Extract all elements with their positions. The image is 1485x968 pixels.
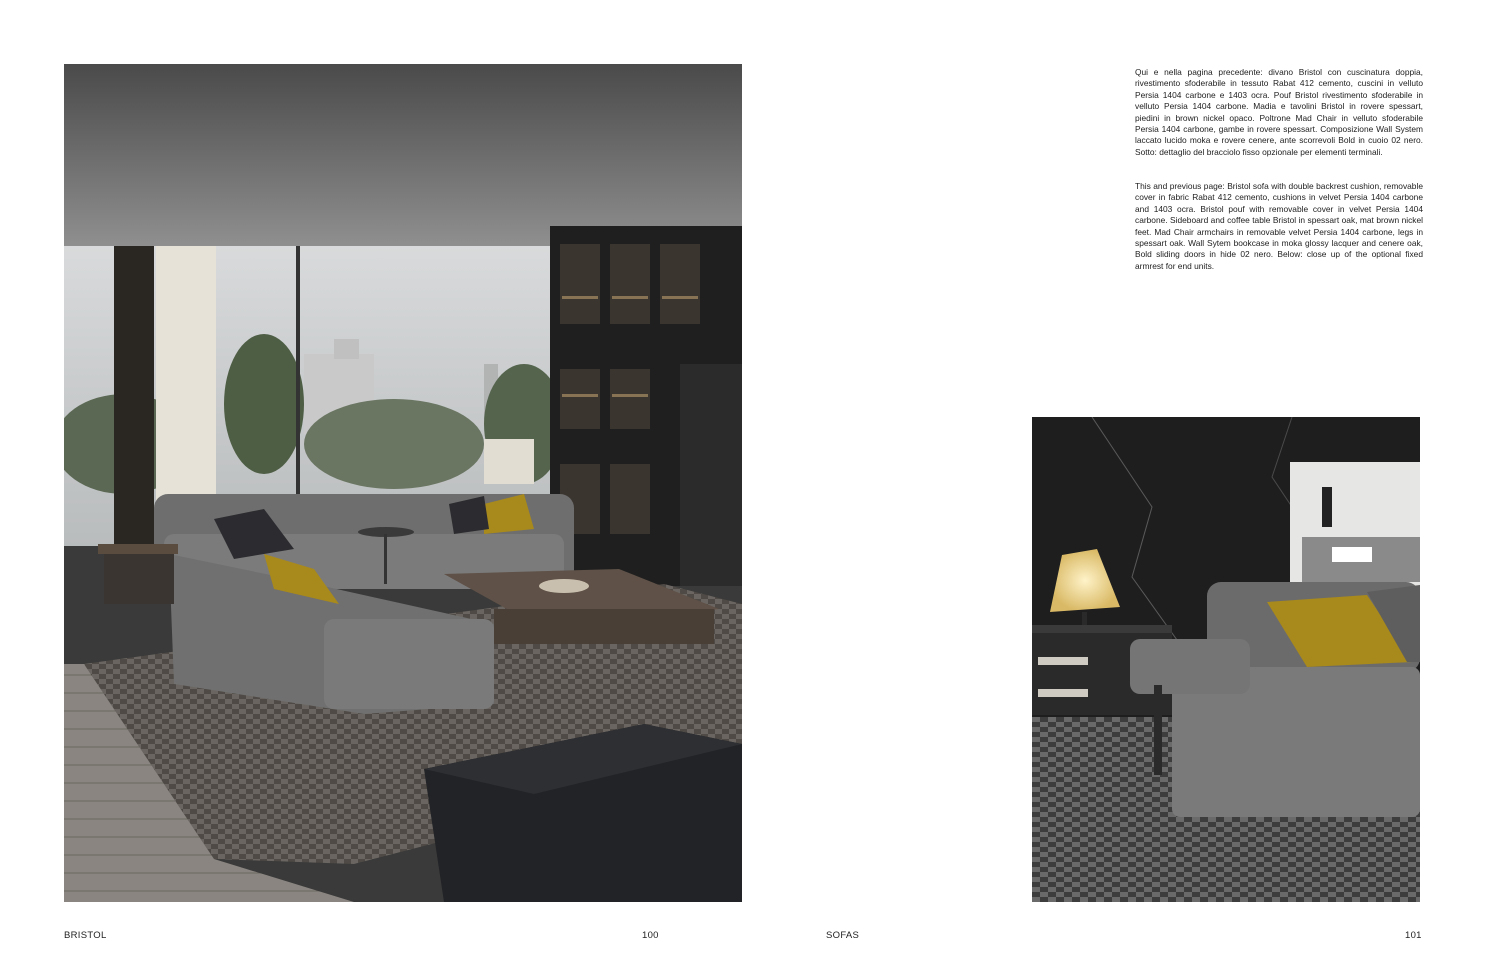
page-number-right: 101 bbox=[1405, 930, 1422, 941]
living-room-photo bbox=[64, 64, 742, 902]
caption-italian: Qui e nella pagina precedente: divano Bristol con cuscinatura doppia, rivestimento sfoderabile in tessuto Rabat 412 cemento, cuscini in velluto Persia 1404 carbone e 1403 ocra. Pouf Bristol rivestimento sfoderabile in velluto Persia 1404 carbone. Madia e tavolini Bristol in rovere spessart, piedini in brown nickel opaco. Poltrone Mad Chair in velluto sfoderabile Persia 1404 carbone, gambe in rovere spessart. Composizione Wall System laccato lucido moka e rovere cenere, ante scorrevoli Bold in cuoio 02 nero. Sotto: dettaglio del bracciolo fisso opzionale per elementi terminali. bbox=[1135, 67, 1423, 157]
living-room-illustration bbox=[64, 64, 742, 902]
page-number-left: 100 bbox=[642, 930, 659, 941]
caption-english: This and previous page: Bristol sofa with double backrest cushion, removable cover in fabric Rabat 412 cemento, cushions in velvet Persia 1404 carbone and 1403 ocra. Bristol pouf with removable cover in velvet Persia 1404 carbone. Sideboard and coffee table Bristol in spessart oak, mat brown nickel feet. Mad Chair armchairs in removable velvet Persia 1404 carbone, legs in spessart oak. Wall Sytem bookcase in moka glossy lacquer and cenere oak, Bold sliding doors in hide 02 nero. Below: close up of the optional fixed armrest for end units. bbox=[1135, 181, 1423, 271]
section-title-right: SOFAS bbox=[826, 930, 860, 941]
armrest-detail-illustration bbox=[1032, 417, 1420, 902]
armrest-detail-photo bbox=[1032, 417, 1420, 902]
section-title-left: BRISTOL bbox=[64, 930, 107, 941]
